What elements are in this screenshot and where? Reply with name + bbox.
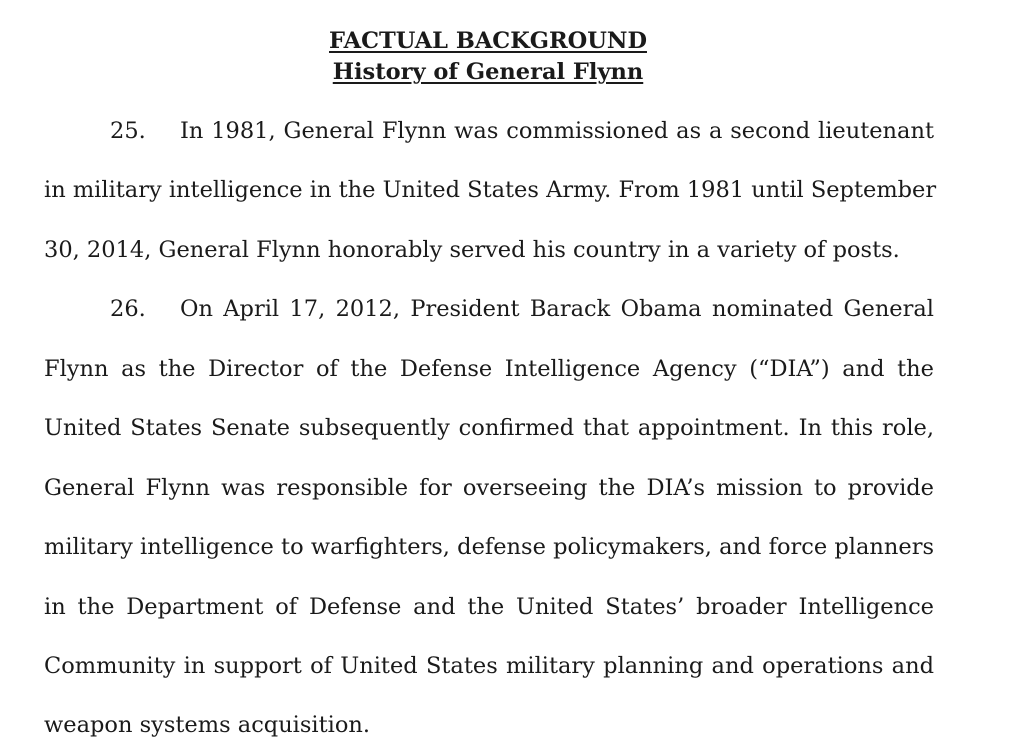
paragraph-26-line-3: United States Senate subsequently confirmed that appointment. In this role, [44,415,934,441]
paragraph-text: In 1981, General Flynn was commissioned as a second lieutenant [180,118,934,144]
paragraph-25-line-3: 30, 2014, General Flynn honorably served his country in a variety of posts. [44,237,900,263]
paragraph-25-line-2: in military intelligence in the United States Army. From 1981 until September [44,177,937,203]
paragraph-26-line-2: Flynn as the Director of the Defense Intelligence Agency (“DIA”) and the [44,356,934,382]
paragraph-26-line-6: in the Department of Defense and the United States’ broader Intelligence [44,594,934,620]
paragraph-26-line-7: Community in support of United States military planning and operations and [44,653,934,679]
section-heading: FACTUAL BACKGROUND [329,28,647,54]
paragraph-26-line-1 [110,295,934,323]
paragraph-text: On April 17, 2012, President Barack Obama nominated General [180,296,934,322]
paragraph-25-line-1 [110,117,934,145]
paragraph-26-line-4: General Flynn was responsible for overseeing the DIA’s mission to provide [44,475,934,501]
section-subheading: History of General Flynn [332,59,644,85]
paragraph-26-line-8: weapon systems acquisition. [44,712,371,738]
paragraph-number: 26. [110,296,146,322]
paragraph-number: 25. [110,118,146,144]
paragraph-26-line-5: military intelligence to warfighters, defense policymakers, and force planners [44,534,934,560]
